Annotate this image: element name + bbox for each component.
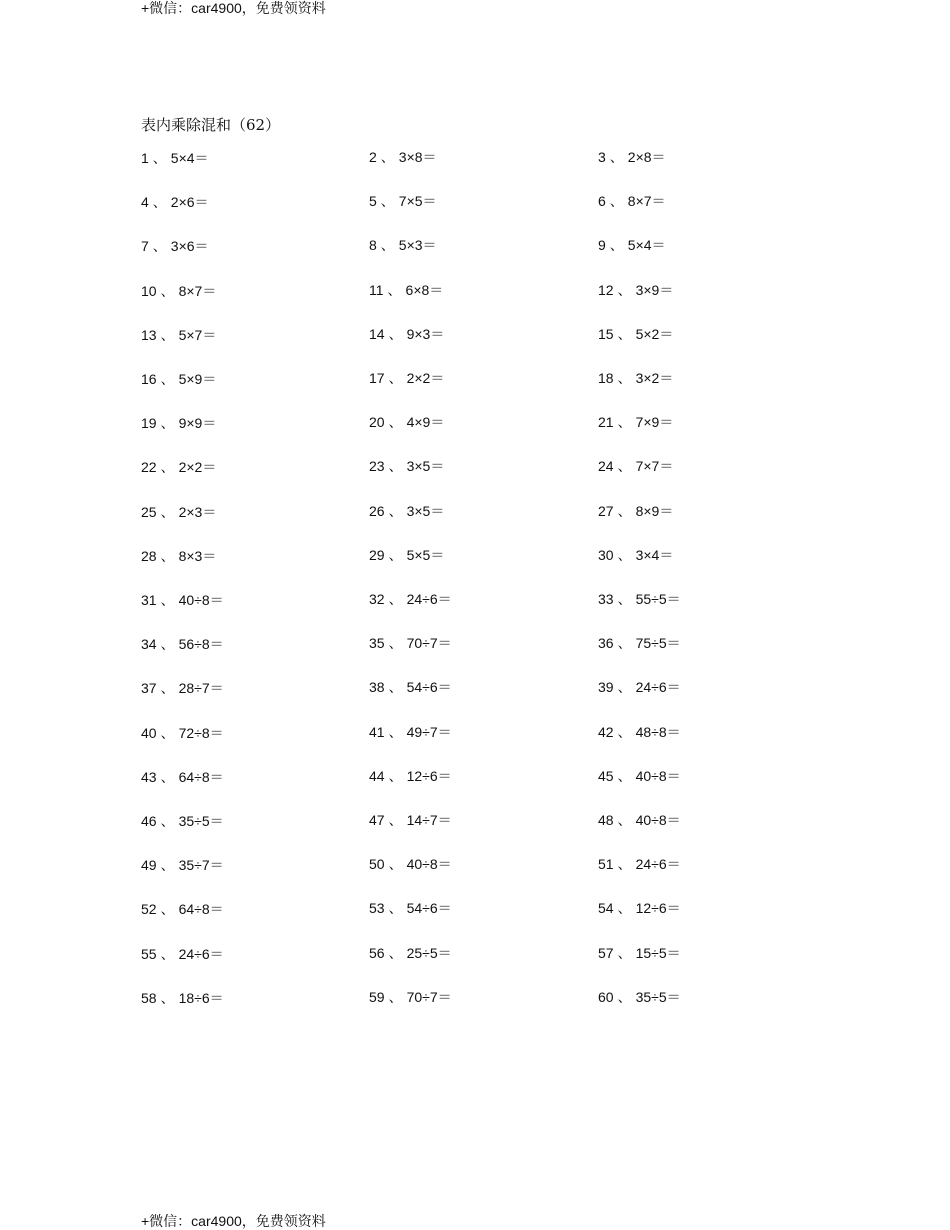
problem-separator: 、: [160, 901, 175, 918]
problem-item: [141, 458, 216, 476]
problem-item: [369, 148, 437, 166]
problem-expression: 3×8＝: [398, 149, 437, 165]
problem-expression: 7×9＝: [635, 414, 674, 431]
problem-item: [598, 767, 681, 785]
problem-expression: 49÷7＝: [406, 723, 452, 740]
problem-expression: 3×2＝: [635, 370, 674, 386]
problem-item: [369, 988, 452, 1006]
problem-separator: 、: [388, 546, 403, 563]
problem-number: 39: [598, 679, 614, 696]
problem-number: 54: [598, 900, 614, 917]
problem-number: 20: [369, 414, 385, 431]
problem-number: 46: [141, 813, 157, 829]
problem-item: [141, 724, 224, 742]
problem-expression: 40÷8＝: [406, 856, 452, 873]
problem-number: 24: [598, 458, 614, 475]
problem-item: [141, 503, 216, 521]
problem-number: 40: [141, 724, 157, 741]
problem-expression: 40÷8＝: [635, 767, 681, 784]
problem-separator: 、: [388, 458, 403, 475]
problem-separator: 、: [388, 988, 403, 1005]
problem-number: 60: [598, 988, 614, 1005]
problem-expression: 2×6＝: [170, 194, 209, 211]
problem-item: [369, 899, 452, 917]
problem-separator: 、: [160, 415, 175, 432]
problem-item: [141, 149, 209, 167]
problem-separator: 、: [160, 857, 175, 874]
problem-item: [141, 768, 224, 786]
problem-item: [598, 236, 666, 254]
problem-separator: 、: [617, 679, 632, 696]
problem-expression: 24÷6＝: [635, 856, 681, 873]
problem-item: [141, 282, 216, 300]
problem-expression: 5×9＝: [178, 371, 217, 387]
problem-separator: 、: [388, 856, 403, 873]
problem-number: 34: [141, 636, 157, 653]
problem-item: [369, 855, 452, 873]
problem-item: [598, 678, 681, 696]
problem-separator: 、: [388, 635, 403, 652]
problem-expression: 7×5＝: [398, 193, 437, 210]
problem-number: 51: [598, 856, 614, 873]
problem-separator: 、: [388, 502, 403, 519]
problem-number: 18: [598, 370, 614, 386]
problem-item: [369, 325, 444, 343]
problem-separator: 、: [160, 945, 175, 962]
problem-separator: 、: [617, 767, 632, 784]
problem-item: [369, 811, 452, 829]
problem-item: [141, 856, 224, 874]
problem-item: [141, 900, 224, 918]
problem-number: 11: [369, 281, 384, 298]
problem-expression: 64÷8＝: [178, 901, 224, 918]
problem-item: [141, 812, 224, 830]
problem-item: [369, 546, 444, 564]
problem-expression: 8×7＝: [627, 193, 666, 210]
problem-separator: 、: [617, 635, 632, 652]
problem-number: 27: [598, 502, 614, 519]
problem-item: [369, 457, 444, 475]
problem-expression: 2×2＝: [406, 370, 445, 386]
problem-separator: 、: [160, 768, 175, 785]
problem-separator: 、: [617, 944, 632, 961]
problem-number: 9: [598, 237, 606, 254]
problem-separator: 、: [160, 503, 175, 520]
problem-separator: 、: [388, 325, 403, 342]
problem-separator: 、: [617, 281, 632, 298]
problem-separator: 、: [152, 194, 167, 211]
problem-item: [141, 679, 224, 697]
problem-expression: 2×8＝: [627, 149, 666, 165]
problem-expression: 14÷7＝: [406, 812, 452, 828]
problem-separator: 、: [160, 813, 175, 829]
problem-expression: 3×5＝: [406, 458, 445, 475]
header-note: +微信：car4900，免费领资料: [141, 0, 326, 16]
problem-expression: 72÷8＝: [178, 724, 224, 741]
problem-number: 15: [598, 325, 614, 342]
problem-expression: 8×9＝: [635, 502, 674, 519]
problem-number: 58: [141, 989, 157, 1006]
problem-item: [598, 855, 681, 873]
problem-item: [141, 193, 209, 211]
problem-item: [598, 281, 673, 299]
problem-number: 52: [141, 901, 157, 918]
problem-expression: 70÷7＝: [406, 988, 452, 1005]
problem-item: [141, 326, 216, 344]
problem-item: [598, 590, 681, 608]
problem-item: [598, 634, 681, 652]
problem-separator: 、: [160, 989, 175, 1006]
problem-expression: 3×5＝: [406, 502, 445, 519]
problem-expression: 12÷6＝: [406, 767, 452, 784]
problem-separator: 、: [617, 546, 632, 563]
problem-number: 41: [369, 723, 385, 740]
problem-expression: 35÷5＝: [635, 988, 681, 1005]
problem-number: 49: [141, 857, 157, 874]
problem-number: 44: [369, 767, 385, 784]
problem-expression: 54÷6＝: [406, 900, 452, 917]
problem-number: 21: [598, 414, 614, 431]
problem-number: 4: [141, 194, 149, 211]
problem-expression: 25÷5＝: [406, 944, 452, 961]
problem-expression: 5×4＝: [170, 150, 209, 166]
problem-item: [369, 723, 452, 741]
problem-expression: 40÷8＝: [635, 812, 681, 828]
problem-expression: 55÷5＝: [635, 591, 681, 607]
problem-separator: 、: [388, 414, 403, 431]
problem-number: 30: [598, 546, 614, 563]
problem-expression: 24÷6＝: [406, 591, 452, 607]
problem-number: 14: [369, 325, 385, 342]
problem-separator: 、: [380, 237, 395, 254]
problem-separator: 、: [617, 458, 632, 475]
problem-expression: 5×5＝: [406, 546, 445, 563]
problem-number: 37: [141, 680, 157, 697]
problem-item: [369, 192, 437, 210]
problem-item: [141, 635, 224, 653]
problem-item: [369, 767, 452, 785]
problem-number: 43: [141, 768, 157, 785]
problem-separator: 、: [380, 193, 395, 210]
problem-number: 25: [141, 503, 157, 520]
problem-item: [598, 546, 673, 564]
footer-note: +微信：car4900，免费领资料: [141, 1213, 326, 1229]
problem-expression: 7×7＝: [635, 458, 674, 475]
problem-number: 31: [141, 592, 157, 608]
problem-number: 19: [141, 415, 157, 432]
problem-separator: 、: [388, 812, 403, 828]
problem-item: [141, 945, 224, 963]
problem-separator: 、: [609, 193, 624, 210]
problem-separator: 、: [380, 149, 395, 165]
problem-expression: 12÷6＝: [635, 900, 681, 917]
problem-number: 55: [141, 945, 157, 962]
problem-expression: 54÷6＝: [406, 679, 452, 696]
problem-separator: 、: [388, 944, 403, 961]
problem-number: 42: [598, 723, 614, 740]
problem-item: [141, 591, 224, 609]
problem-separator: 、: [617, 812, 632, 828]
problem-item: [141, 989, 224, 1007]
problem-separator: 、: [160, 547, 175, 564]
problem-item: [369, 944, 452, 962]
problem-separator: 、: [387, 281, 402, 298]
problem-number: 2: [369, 149, 377, 165]
worksheet-title: 表内乘除混和（62）: [141, 116, 281, 134]
problem-item: [598, 325, 673, 343]
problem-expression: 2×3＝: [178, 503, 217, 520]
problem-item: [141, 370, 216, 388]
problem-separator: 、: [617, 988, 632, 1005]
problem-item: [598, 413, 673, 431]
problem-number: 29: [369, 546, 385, 563]
problem-item: [369, 281, 443, 299]
problem-separator: 、: [617, 414, 632, 431]
problem-number: 10: [141, 282, 157, 299]
problem-expression: 35÷7＝: [178, 857, 224, 874]
problem-separator: 、: [388, 723, 403, 740]
problem-separator: 、: [160, 282, 175, 299]
problem-item: [598, 457, 673, 475]
problem-expression: 3×9＝: [635, 281, 674, 298]
problem-item: [141, 547, 216, 565]
problem-item: [369, 413, 444, 431]
problem-expression: 9×9＝: [178, 415, 217, 432]
problem-separator: 、: [609, 237, 624, 254]
problem-number: 50: [369, 856, 385, 873]
problem-expression: 5×3＝: [398, 237, 437, 254]
problem-number: 22: [141, 459, 157, 476]
problem-expression: 2×2＝: [178, 459, 217, 476]
problem-number: 16: [141, 371, 157, 387]
problem-expression: 9×3＝: [406, 325, 445, 342]
problem-separator: 、: [388, 900, 403, 917]
problem-expression: 24÷6＝: [178, 945, 224, 962]
problem-expression: 35÷5＝: [178, 813, 224, 829]
problem-number: 53: [369, 900, 385, 917]
problem-separator: 、: [160, 459, 175, 476]
problem-number: 3: [598, 149, 606, 165]
problem-separator: 、: [160, 724, 175, 741]
problem-item: [369, 369, 444, 387]
problem-separator: 、: [617, 370, 632, 386]
problem-separator: 、: [160, 636, 175, 653]
problem-number: 45: [598, 767, 614, 784]
problem-item: [598, 723, 681, 741]
problem-number: 35: [369, 635, 385, 652]
problem-number: 23: [369, 458, 385, 475]
problem-number: 48: [598, 812, 614, 828]
problem-number: 36: [598, 635, 614, 652]
problem-item: [369, 236, 437, 254]
problem-item: [141, 237, 209, 255]
problem-item: [598, 811, 681, 829]
problem-separator: 、: [388, 370, 403, 386]
problem-separator: 、: [388, 767, 403, 784]
problem-expression: 56÷8＝: [178, 636, 224, 653]
problem-number: 7: [141, 238, 149, 255]
problem-expression: 40÷8＝: [178, 592, 224, 608]
problem-expression: 8×3＝: [178, 547, 217, 564]
problem-number: 13: [141, 326, 157, 343]
problem-expression: 3×4＝: [635, 546, 674, 563]
problem-expression: 28÷7＝: [178, 680, 224, 697]
problem-item: [598, 944, 681, 962]
problem-item: [598, 192, 666, 210]
problem-number: 6: [598, 193, 606, 210]
problem-expression: 75÷5＝: [635, 635, 681, 652]
problem-separator: 、: [617, 325, 632, 342]
problem-separator: 、: [609, 149, 624, 165]
problem-number: 33: [598, 591, 614, 607]
problem-expression: 6×8＝: [405, 281, 444, 298]
problem-separator: 、: [152, 150, 167, 166]
problem-expression: 18÷6＝: [178, 989, 224, 1006]
problem-separator: 、: [617, 723, 632, 740]
problem-expression: 5×7＝: [178, 326, 217, 343]
problem-separator: 、: [152, 238, 167, 255]
problem-number: 8: [369, 237, 377, 254]
problem-number: 56: [369, 944, 385, 961]
problem-number: 32: [369, 591, 385, 607]
problem-expression: 8×7＝: [178, 282, 217, 299]
problem-item: [598, 148, 666, 166]
problem-separator: 、: [388, 591, 403, 607]
problem-item: [598, 502, 673, 520]
problem-expression: 4×9＝: [406, 414, 445, 431]
problem-number: 5: [369, 193, 377, 210]
problem-number: 28: [141, 547, 157, 564]
problem-item: [598, 988, 681, 1006]
problem-number: 38: [369, 679, 385, 696]
problem-number: 26: [369, 502, 385, 519]
problem-separator: 、: [617, 591, 632, 607]
problem-separator: 、: [160, 326, 175, 343]
problem-expression: 5×4＝: [627, 237, 666, 254]
problem-number: 47: [369, 812, 385, 828]
problem-expression: 48÷8＝: [635, 723, 681, 740]
problem-item: [369, 502, 444, 520]
problem-separator: 、: [617, 856, 632, 873]
problem-separator: 、: [160, 592, 175, 608]
problem-item: [369, 634, 452, 652]
problem-item: [141, 414, 216, 432]
problem-separator: 、: [160, 680, 175, 697]
problem-number: 1: [141, 150, 149, 166]
problem-separator: 、: [388, 679, 403, 696]
problem-separator: 、: [160, 371, 175, 387]
problem-item: [369, 590, 452, 608]
problem-expression: 70÷7＝: [406, 635, 452, 652]
problem-expression: 5×2＝: [635, 325, 674, 342]
problem-number: 57: [598, 944, 614, 961]
problem-number: 12: [598, 281, 614, 298]
problem-expression: 3×6＝: [170, 238, 209, 255]
problem-number: 17: [369, 370, 385, 386]
problem-separator: 、: [617, 502, 632, 519]
problem-expression: 24÷6＝: [635, 679, 681, 696]
problem-item: [369, 678, 452, 696]
problem-expression: 15÷5＝: [635, 944, 681, 961]
problem-separator: 、: [617, 900, 632, 917]
problem-item: [598, 899, 681, 917]
problem-item: [598, 369, 673, 387]
problem-expression: 64÷8＝: [178, 768, 224, 785]
problem-number: 59: [369, 988, 385, 1005]
